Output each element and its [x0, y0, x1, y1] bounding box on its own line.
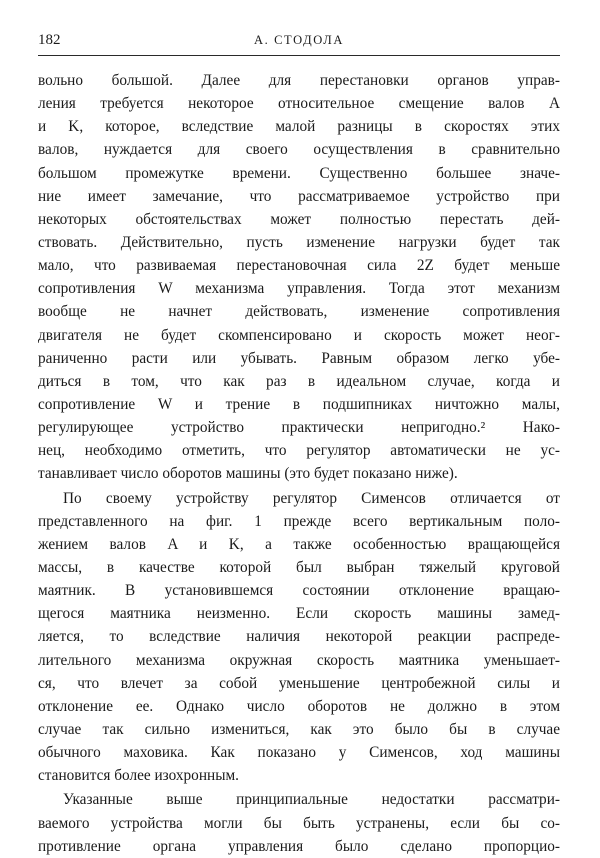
text-line: вольно большой. Далее для перестановки органов управ- — [38, 72, 560, 89]
paragraph-1 — [38, 69, 560, 486]
text-line: валов, нуждается для своего осуществления в сравнительно — [38, 141, 560, 159]
text-line: щегося маятника неизменно. Если скорость машины замед- — [38, 605, 560, 623]
text-line: становится более изохронным. — [38, 767, 239, 785]
paragraph-2 — [38, 487, 560, 788]
text-line: маятник. В установившемся состоянии отклонение вращаю- — [38, 582, 560, 600]
text-line: нец, необходимо отметить, что регулятор автоматически не ус- — [38, 442, 560, 460]
text-line: ваемого устройства могли бы быть устранены, если бы со- — [38, 814, 560, 832]
running-head: А. СТОДОЛА — [254, 33, 344, 47]
header-rule — [38, 55, 560, 56]
text-line: отклонение ее. Однако число оборотов не должно в этом — [38, 697, 560, 715]
text-line: и K, которое, вследствие малой разницы в скоростях этих — [38, 118, 560, 136]
text-line: жением валов A и K, а также особенностью вращающейся — [38, 535, 560, 553]
text-line: случае так сильно измениться, как это было бы в случае — [38, 720, 560, 738]
text-line: представленного на фиг. 1 прежде всего вертикальным поло- — [38, 512, 560, 530]
text-line: ся, что влечет за собой уменьшение центробежной силы и — [38, 674, 560, 692]
text-line: ние имеет замечание, что рассматриваемое устройство при — [38, 187, 560, 205]
text-line: диться в том, что как раз в идеальном случае, когда и — [38, 372, 560, 390]
text-line: По своему устройству регулятор Сименсов отличается от — [63, 489, 560, 507]
paragraph-3 — [38, 788, 560, 857]
text-line: мало, что развиваемая перестановочная сила 2Z будет меньше — [38, 257, 560, 275]
text-line: сопротивления W механизма управления. Тогда этот механизм — [38, 280, 560, 298]
text-line: раниченно расти или убывать. Равным образом легко убе- — [38, 349, 560, 367]
text-line: танавливает число оборотов машины (это будет показано ниже). — [38, 465, 458, 483]
page-number: 182 — [38, 32, 61, 48]
text-line: противление органа управления было сделано пропорцио- — [38, 837, 560, 855]
text-line: Указанные выше принципиальные недостатки рассматри- — [63, 791, 560, 809]
text-line: ления требуется некоторое относительное смещение валов A — [38, 95, 560, 113]
text-line: вообще не начнет действовать, изменение сопротивления — [38, 303, 560, 321]
text-line: обычного маховика. Как показано у Сименсов, ход машины — [38, 744, 560, 762]
text-line: массы, в качестве которой был выбран тяжелый круговой — [38, 558, 560, 576]
text-line: двигателя не будет скомпенсировано и скорость может неог- — [38, 326, 560, 344]
page-body — [38, 69, 560, 858]
text-line: ляется, то вследствие наличия некоторой реакции распреде- — [38, 628, 560, 646]
text-line: ствовать. Действительно, пусть изменение нагрузки будет так — [38, 233, 560, 251]
text-line: некоторых обстоятельствах может полностью перестать дей- — [38, 210, 560, 228]
text-line: сопротивление W и трение в подшипниках ничтожно малы, — [38, 395, 560, 413]
page-header — [38, 30, 560, 50]
text-line: регулирующее устройство практически непригодно.² Нако- — [38, 419, 560, 437]
text-line: лительного механизма окружная скорость маятника уменьшает- — [38, 651, 560, 669]
text-line: большом промежутке времени. Существенно большее значе- — [38, 164, 560, 182]
